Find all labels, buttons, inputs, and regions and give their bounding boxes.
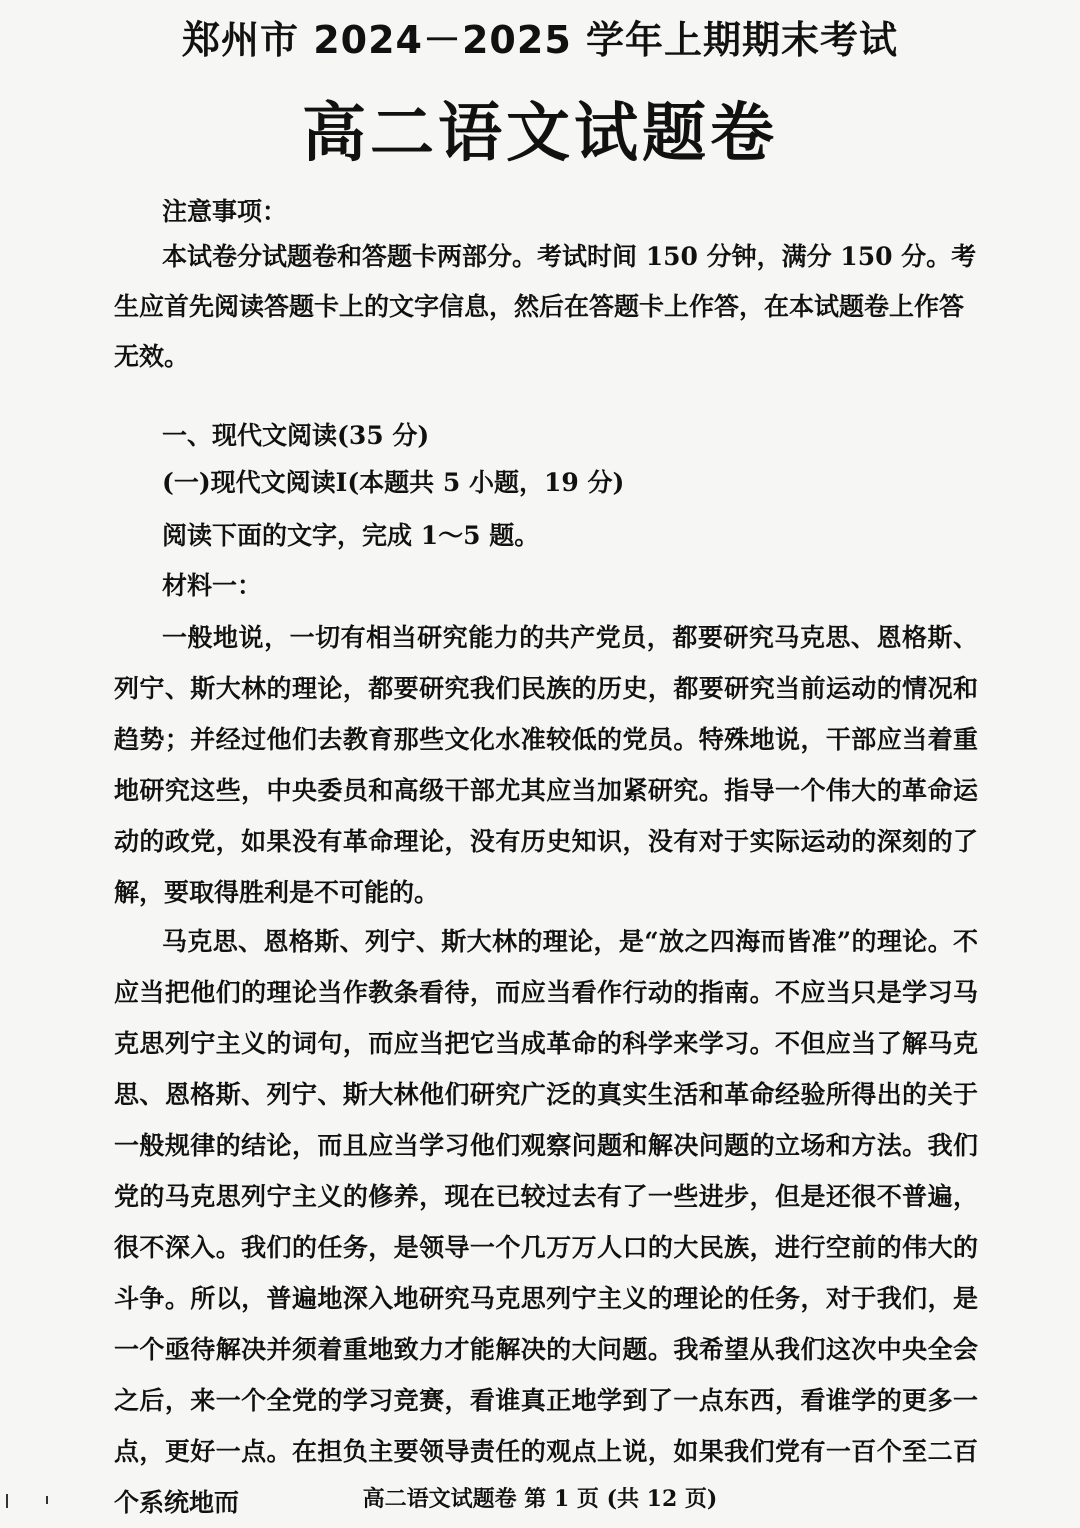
reading-instruction: 阅读下面的文字，完成 1～5 题。 [162, 521, 540, 550]
page-footer: 高二语文试题卷 第 1 页 (共 12 页) [362, 1486, 718, 1512]
subsection-heading: (一)现代文阅读Ⅰ(本题共 5 小题，19 分) [162, 468, 625, 497]
passage-paragraph-1: 一般地说，一切有相当研究能力的共产党员，都要研究马克思、恩格斯、列宁、斯大林的理论，都要研究我们民族的历史，都要研究当前运动的情况和趋势；并经过他们去教育那些文化水准较低的党员。特殊地说，干部应当着重地研究这些，中央委员和高级干部尤其应当加紧研究。指导一个伟大的革命运动的政党，如果没有革命理论，没有历史知识，没有对于实际运动的深刻的了解，要取得胜利是不可能的。 [114, 623, 978, 907]
material-label: 材料一： [162, 571, 263, 600]
scan-mark [46, 1496, 48, 1504]
notice-heading: 注意事项： [162, 197, 288, 226]
scan-mark [6, 1494, 8, 1508]
notice-text: 本试卷分试题卷和答题卡两部分。考试时间 150 分钟，满分 150 分。考生应首先阅读答题卡上的文字信息，然后在答题卡上作答，在本试题卷上作答无效。 [114, 242, 977, 371]
paper-title: 高二语文试题卷 [302, 97, 778, 171]
notice-block [114, 192, 980, 382]
section-heading: 一、现代文阅读(35 分) [162, 421, 430, 450]
exam-title: 郑州市 2024－2025 学年上期期末考试 [182, 18, 898, 62]
passage-paragraph-2: 马克思、恩格斯、列宁、斯大林的理论，是“放之四海而皆准”的理论。不应当把他们的理论当作教条看待，而应当看作行动的指南。不应当只是学习马克思列宁主义的词句，而应当把它当成革命的科学来学习。不但应当了解马克思、恩格斯、列宁、斯大林他们研究广泛的真实生活和革命经验所得出的关于一般规律的结论，而且应当学习他们观察问题和解决问题的立场和方法。我们党的马克思列宁主义的修养，现在已较过去有了一些进步，但是还很不普遍，很不深入。我们的任务，是领导一个几万万人口的大民族，进行空前的伟大的斗争。所以，普遍地深入地研究马克思列宁主义的理论的任务，对于我们，是一个亟待解决并须着重地致力才能解决的大问题。我希望从我们这次中央全会之后，来一个全党的学习竞赛，看谁真正地学到了一点东西，看谁学的更多一点，更好一点。在担负主要领导责任的观点上说，如果我们党有一百个至二百个系统地而 [114, 927, 978, 1517]
